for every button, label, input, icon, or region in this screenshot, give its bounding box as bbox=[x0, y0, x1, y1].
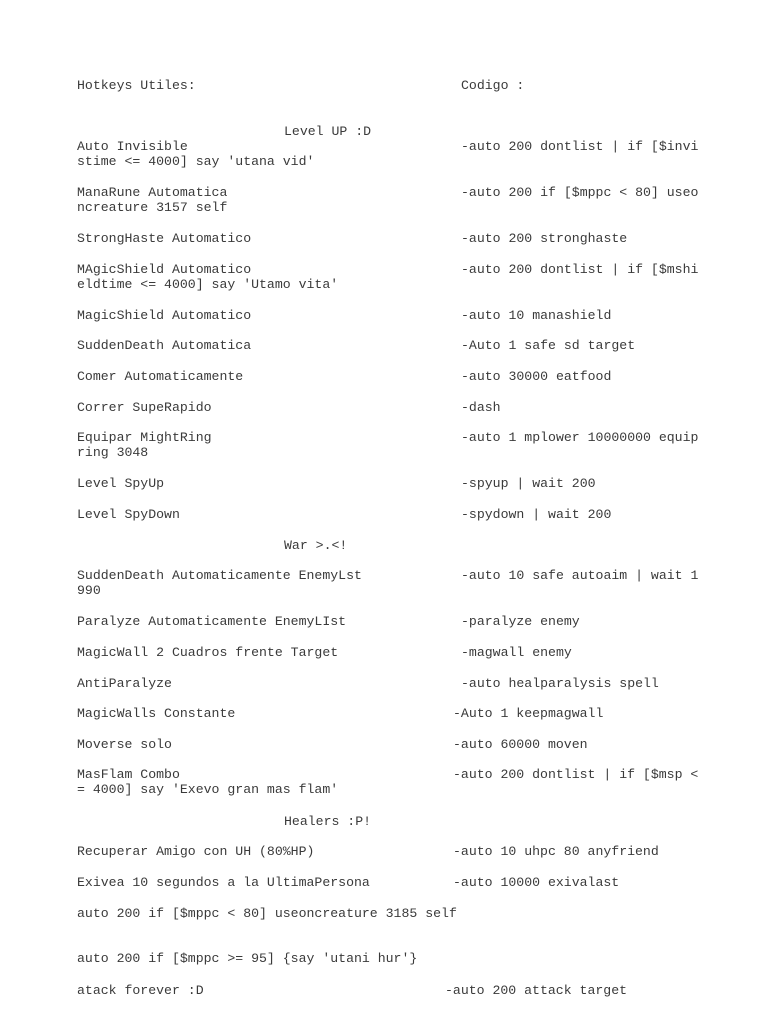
hotkey-name: atack forever :D bbox=[77, 983, 204, 998]
hotkey-code: -auto 200 dontlist | if [$msp < bbox=[453, 767, 699, 782]
hotkey-code: -auto 200 dontlist | if [$invi bbox=[461, 139, 699, 154]
hotkey-code: -auto 1 mplower 10000000 equip bbox=[461, 430, 699, 445]
hotkey-name: Level SpyUp bbox=[77, 476, 165, 491]
section-heading-healers: Healers :P! bbox=[284, 814, 372, 829]
hotkey-code: -magwall enemy bbox=[461, 645, 572, 660]
hotkey-name: Equipar MightRing bbox=[77, 430, 212, 445]
section-heading-war: War >.<! bbox=[284, 538, 348, 553]
header-right: Codigo : bbox=[461, 78, 525, 93]
hotkey-code-wrap: 990 bbox=[77, 583, 101, 598]
hotkey-name: SuddenDeath Automaticamente EnemyLst bbox=[77, 568, 362, 583]
hotkey-code: -auto 60000 moven bbox=[453, 737, 588, 752]
hotkey-code: -auto 10 uhpc 80 anyfriend bbox=[453, 844, 659, 859]
hotkey-code: -auto 10000 exivalast bbox=[453, 875, 620, 890]
free-line: auto 200 if [$mppc < 80] useoncreature 3185 self bbox=[77, 906, 457, 921]
hotkey-code-wrap: eldtime <= 4000] say 'Utamo vita' bbox=[77, 277, 339, 292]
hotkey-code: -auto 200 stronghaste bbox=[461, 231, 628, 246]
hotkey-code: -auto 200 attack target bbox=[445, 983, 628, 998]
hotkey-name: AntiParalyze bbox=[77, 676, 172, 691]
hotkey-code: -auto 10 safe autoaim | wait 1 bbox=[461, 568, 699, 583]
hotkey-name: ManaRune Automatica bbox=[77, 185, 228, 200]
hotkey-code: -dash bbox=[461, 400, 501, 415]
hotkey-name: Level SpyDown bbox=[77, 507, 180, 522]
hotkey-name: MAgicShield Automatico bbox=[77, 262, 252, 277]
hotkey-code: -paralyze enemy bbox=[461, 614, 580, 629]
section-heading-level-up: Level UP :D bbox=[284, 124, 372, 139]
hotkey-name: MagicWalls Constante bbox=[77, 706, 236, 721]
hotkey-name: MagicShield Automatico bbox=[77, 308, 252, 323]
hotkey-code: -auto 30000 eatfood bbox=[461, 369, 612, 384]
hotkey-code: -spyup | wait 200 bbox=[461, 476, 596, 491]
hotkey-code-wrap: stime <= 4000] say 'utana vid' bbox=[77, 154, 315, 169]
hotkey-name: Auto Invisible bbox=[77, 139, 188, 154]
hotkey-name: SuddenDeath Automatica bbox=[77, 338, 252, 353]
header-left: Hotkeys Utiles: bbox=[77, 78, 196, 93]
hotkey-code: -Auto 1 safe sd target bbox=[461, 338, 636, 353]
hotkey-code: -auto healparalysis spell bbox=[461, 676, 659, 691]
hotkey-code-wrap: ring 3048 bbox=[77, 445, 149, 460]
hotkey-code: -auto 10 manashield bbox=[461, 308, 612, 323]
hotkey-name: StrongHaste Automatico bbox=[77, 231, 252, 246]
hotkey-name: Comer Automaticamente bbox=[77, 369, 244, 384]
hotkey-code: -Auto 1 keepmagwall bbox=[453, 706, 604, 721]
hotkey-code-wrap: = 4000] say 'Exevo gran mas flam' bbox=[77, 782, 339, 797]
hotkey-code-wrap: ncreature 3157 self bbox=[77, 200, 228, 215]
hotkey-name: Exivea 10 segundos a la UltimaPersona bbox=[77, 875, 370, 890]
hotkey-code: -spydown | wait 200 bbox=[461, 507, 612, 522]
hotkey-name: Moverse solo bbox=[77, 737, 172, 752]
hotkey-name: Correr SupeRapido bbox=[77, 400, 212, 415]
hotkey-code: -auto 200 dontlist | if [$mshi bbox=[461, 262, 699, 277]
hotkey-name: Paralyze Automaticamente EnemyLIst bbox=[77, 614, 347, 629]
hotkey-name: MagicWall 2 Cuadros frente Target bbox=[77, 645, 339, 660]
hotkey-code: -auto 200 if [$mppc < 80] useo bbox=[461, 185, 699, 200]
hotkey-name: Recuperar Amigo con UH (80%HP) bbox=[77, 844, 315, 859]
free-line: auto 200 if [$mppc >= 95] {say 'utani hur'} bbox=[77, 951, 418, 966]
hotkey-name: MasFlam Combo bbox=[77, 767, 180, 782]
